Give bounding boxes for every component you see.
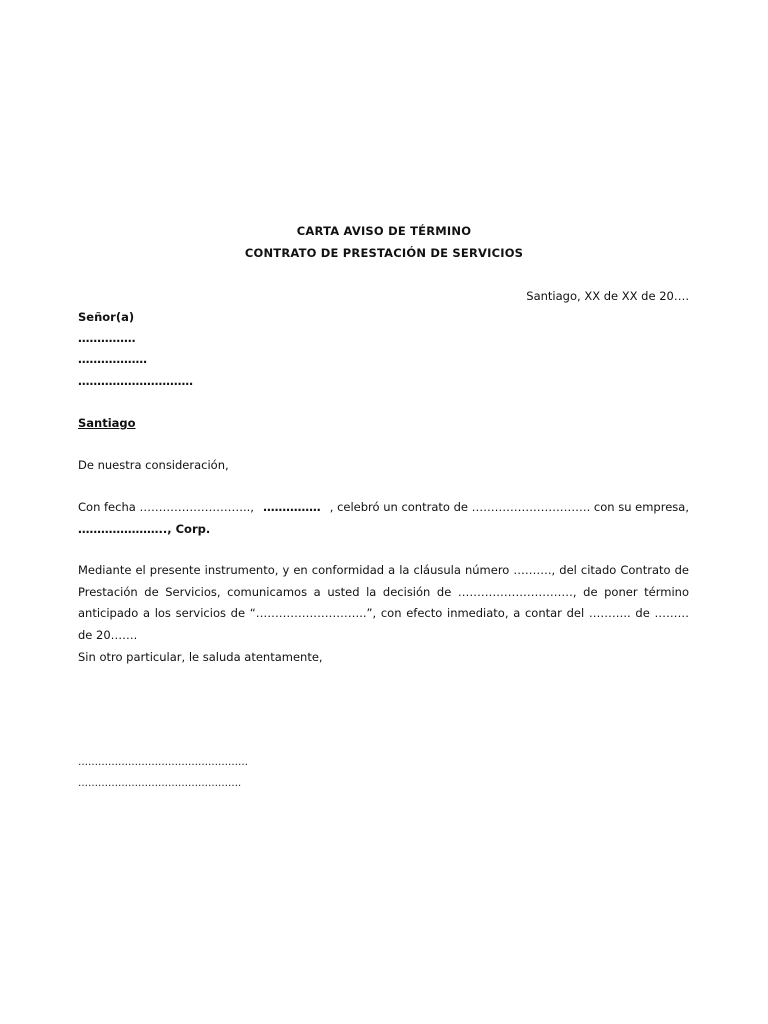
document-title: CARTA AVISO DE TÉRMINO	[296, 224, 472, 238]
greeting: De nuestra consideración,	[78, 458, 229, 472]
paragraph1-part4: ………………….., Corp.	[78, 521, 211, 536]
signature-line-2: ………………………………………….	[78, 778, 242, 789]
addressee-line-2: ………………	[78, 352, 147, 366]
document-subtitle: CONTRATO DE PRESTACIÓN DE SERVICIOS	[244, 246, 524, 260]
paragraph-termination: Mediante el presente instrumento, y en conformidad a la cláusula número ………., del citado Contrato de Prestación de Servicios, comunicamos a usted la decisión de …………………………, de poner término anticipado a los servicios de “………………………..”, con efecto inmediato, a contar del ……….. de ……… de 20…….	[78, 563, 689, 642]
paragraph-contract-date	[78, 497, 689, 540]
paragraph1-part2: ……………	[263, 500, 321, 514]
addressee-city: Santiago	[78, 416, 136, 430]
closing: Sin otro particular, le saluda atentamente,	[78, 650, 323, 664]
signature-line-1: ……………………………………………	[78, 757, 248, 768]
paragraph1-part1: Con fecha ………………………..,	[78, 500, 254, 514]
addressee-line-3: …………………………	[78, 374, 193, 388]
addressee-line-1: ……………	[78, 331, 136, 345]
addressee-salutation: Señor(a)	[78, 310, 135, 324]
paragraph1-part3: , celebró un contrato de …………………………. con su empresa,	[329, 500, 689, 514]
place-date: Santiago, XX de XX de 20….	[526, 289, 689, 303]
